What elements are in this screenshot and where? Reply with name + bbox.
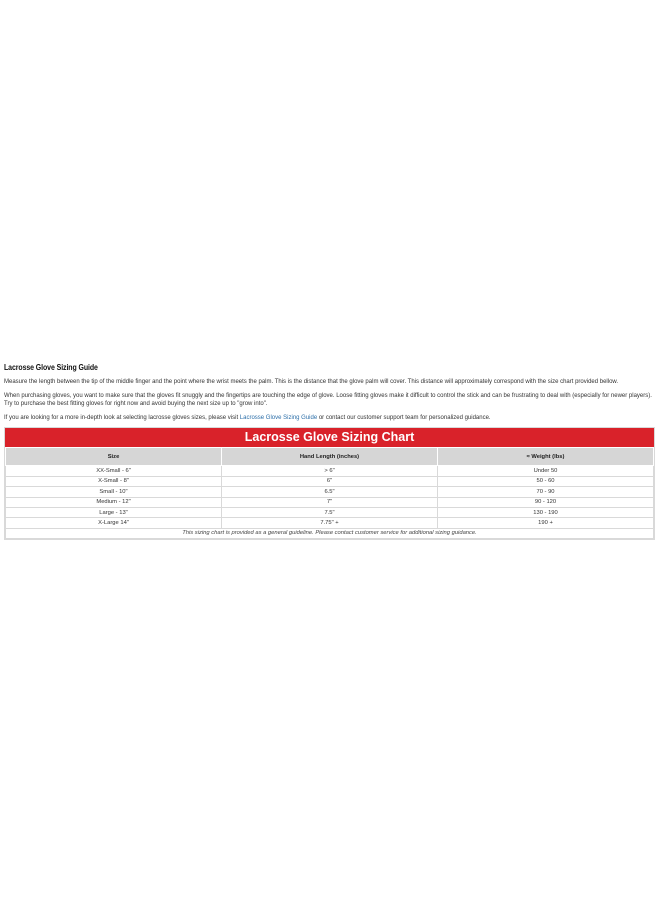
table-header-row	[6, 448, 654, 466]
more-info-text-before: If you are looking for a more in-depth look at selecting lacrosse gloves sizes, please visit	[4, 414, 240, 421]
table-row	[6, 487, 654, 497]
sizing-chart-banner: Lacrosse Glove Sizing Chart	[5, 428, 654, 447]
column-header-hand-length: Hand Length (inches)	[222, 448, 438, 466]
sizing-chart-note: This sizing chart is provided as a general guideline. Please contact customer service for additional sizing guidance.	[6, 528, 654, 538]
size-cell: Medium - 12"	[6, 497, 222, 507]
guide-paragraph-measure: Measure the length between the tip of the middle finger and the point where the wrist meets the palm. This is the distance that the glove palm will cover. This distance will approximately correspond with the size chart provided bellow.	[4, 379, 619, 385]
sizing-guide-link[interactable]: Lacrosse Glove Sizing Guide	[239, 414, 318, 421]
hand-length-cell: > 6"	[222, 466, 438, 476]
column-header-weight: ≈ Weight (lbs)	[438, 448, 654, 466]
weight-cell: 90 - 120	[438, 497, 654, 507]
hand-length-cell: 7.75" +	[222, 518, 438, 528]
table-row	[6, 497, 654, 507]
guide-title: Lacrosse Glove Sizing Guide	[4, 362, 98, 372]
sizing-guide-section	[4, 362, 656, 540]
table-row	[6, 476, 654, 486]
weight-cell: 130 - 190	[438, 507, 654, 517]
table-row	[6, 507, 654, 517]
weight-cell: 190 +	[438, 518, 654, 528]
hand-length-cell: 7"	[222, 497, 438, 507]
table-row	[6, 466, 654, 476]
weight-cell: 70 - 90	[438, 487, 654, 497]
size-cell: XX-Small - 6"	[6, 466, 222, 476]
hand-length-cell: 6"	[222, 476, 438, 486]
size-cell: Small - 10"	[6, 487, 222, 497]
more-info-text-after: or contact our customer support team for personalized guidance.	[317, 414, 491, 421]
table-note-row	[6, 528, 654, 538]
table-row	[6, 518, 654, 528]
size-cell: X-Large 14"	[6, 518, 222, 528]
weight-cell: Under 50	[438, 466, 654, 476]
size-cell: X-Small - 8"	[6, 476, 222, 486]
size-cell: Large - 13"	[6, 507, 222, 517]
column-header-size: Size	[6, 448, 222, 466]
guide-paragraph-more-info	[4, 414, 656, 423]
sizing-chart	[4, 427, 655, 540]
hand-length-cell: 7.5"	[222, 507, 438, 517]
sizing-table	[5, 447, 654, 539]
guide-paragraph-purchasing: When purchasing gloves, you want to make sure that the gloves fit snuggly and the fingertips are touching the edge of glove. Loose fitting gloves make it difficult to control the stick and can be frustrating to deal with (especially for newer players). Try to purchase the best fitting gloves for right now and avoid buying the next size up to "grow into".	[4, 392, 652, 408]
weight-cell: 50 - 60	[438, 476, 654, 486]
hand-length-cell: 6.5"	[222, 487, 438, 497]
